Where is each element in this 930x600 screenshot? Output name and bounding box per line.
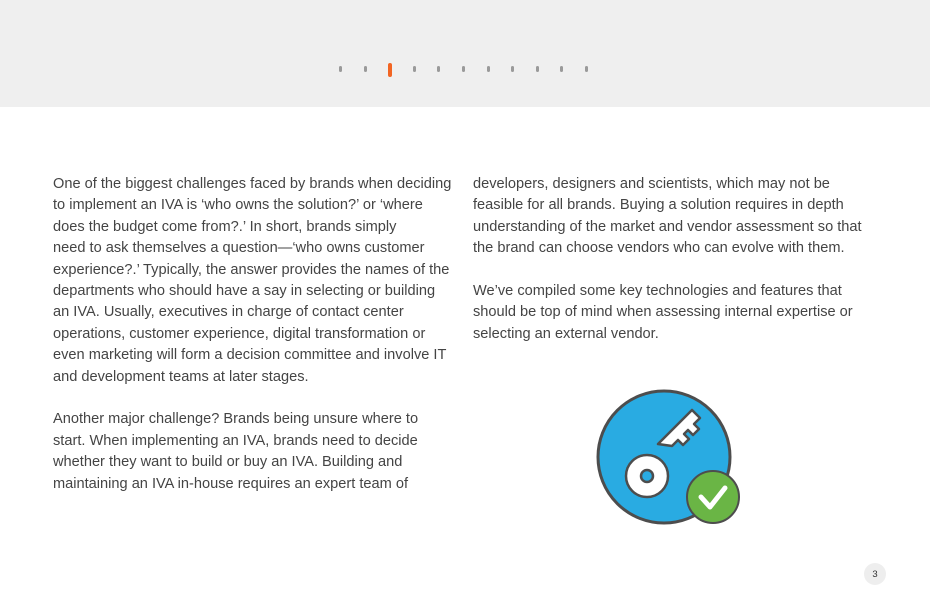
top-banner	[0, 0, 930, 107]
page-dot[interactable]	[487, 66, 490, 72]
paragraph-budget-ownership: One of the biggest challenges faced by brands when deciding to implement an IVA is ‘who owns the solution?’ or ‘where does the budget come from?.’ In short, brands simply need to ask themselves a question—‘who owns customer experience?.’ Typically, the answer provides the names of the departments who should have a say in selecting or building an IVA. Usually, executives in charge of contact center operations, customer experience, digital transformation or even marketing will form a decision committee and involve IT and development teams at later stages.	[53, 176, 452, 385]
page-dot[interactable]	[560, 66, 563, 72]
page-dot[interactable]	[413, 66, 416, 72]
page-dot[interactable]	[462, 66, 465, 72]
page-dot[interactable]	[364, 66, 367, 72]
paragraph-vendor-assessment: developers, designers and scientists, which may not be feasible for all brands. Buying a solution requires in depth understanding of the market and vendor assessment so that the brand can choose vendors who can evolve with them.	[473, 176, 862, 257]
page-dot-active[interactable]	[388, 63, 392, 77]
paragraph-build-or-buy: Another major challenge? Brands being unsure where to start. When implementing an IVA, brands need to decide whether they want to build or buy an IVA. Building and maintaining an IVA in-house requires an expert team of	[53, 411, 419, 492]
page-dot[interactable]	[511, 66, 514, 72]
page-dot[interactable]	[536, 66, 539, 72]
right-text-column	[473, 174, 878, 367]
key-check-icon	[596, 388, 742, 526]
page-dot[interactable]	[339, 66, 342, 72]
paragraph-key-technologies: We’ve compiled some key technologies and features that should be top of mind when assessing internal expertise or selecting an external vendor.	[473, 283, 853, 342]
page-number: 3	[864, 563, 886, 585]
left-text-column	[53, 174, 453, 516]
page-dot[interactable]	[585, 66, 588, 72]
page-dot[interactable]	[437, 66, 440, 72]
